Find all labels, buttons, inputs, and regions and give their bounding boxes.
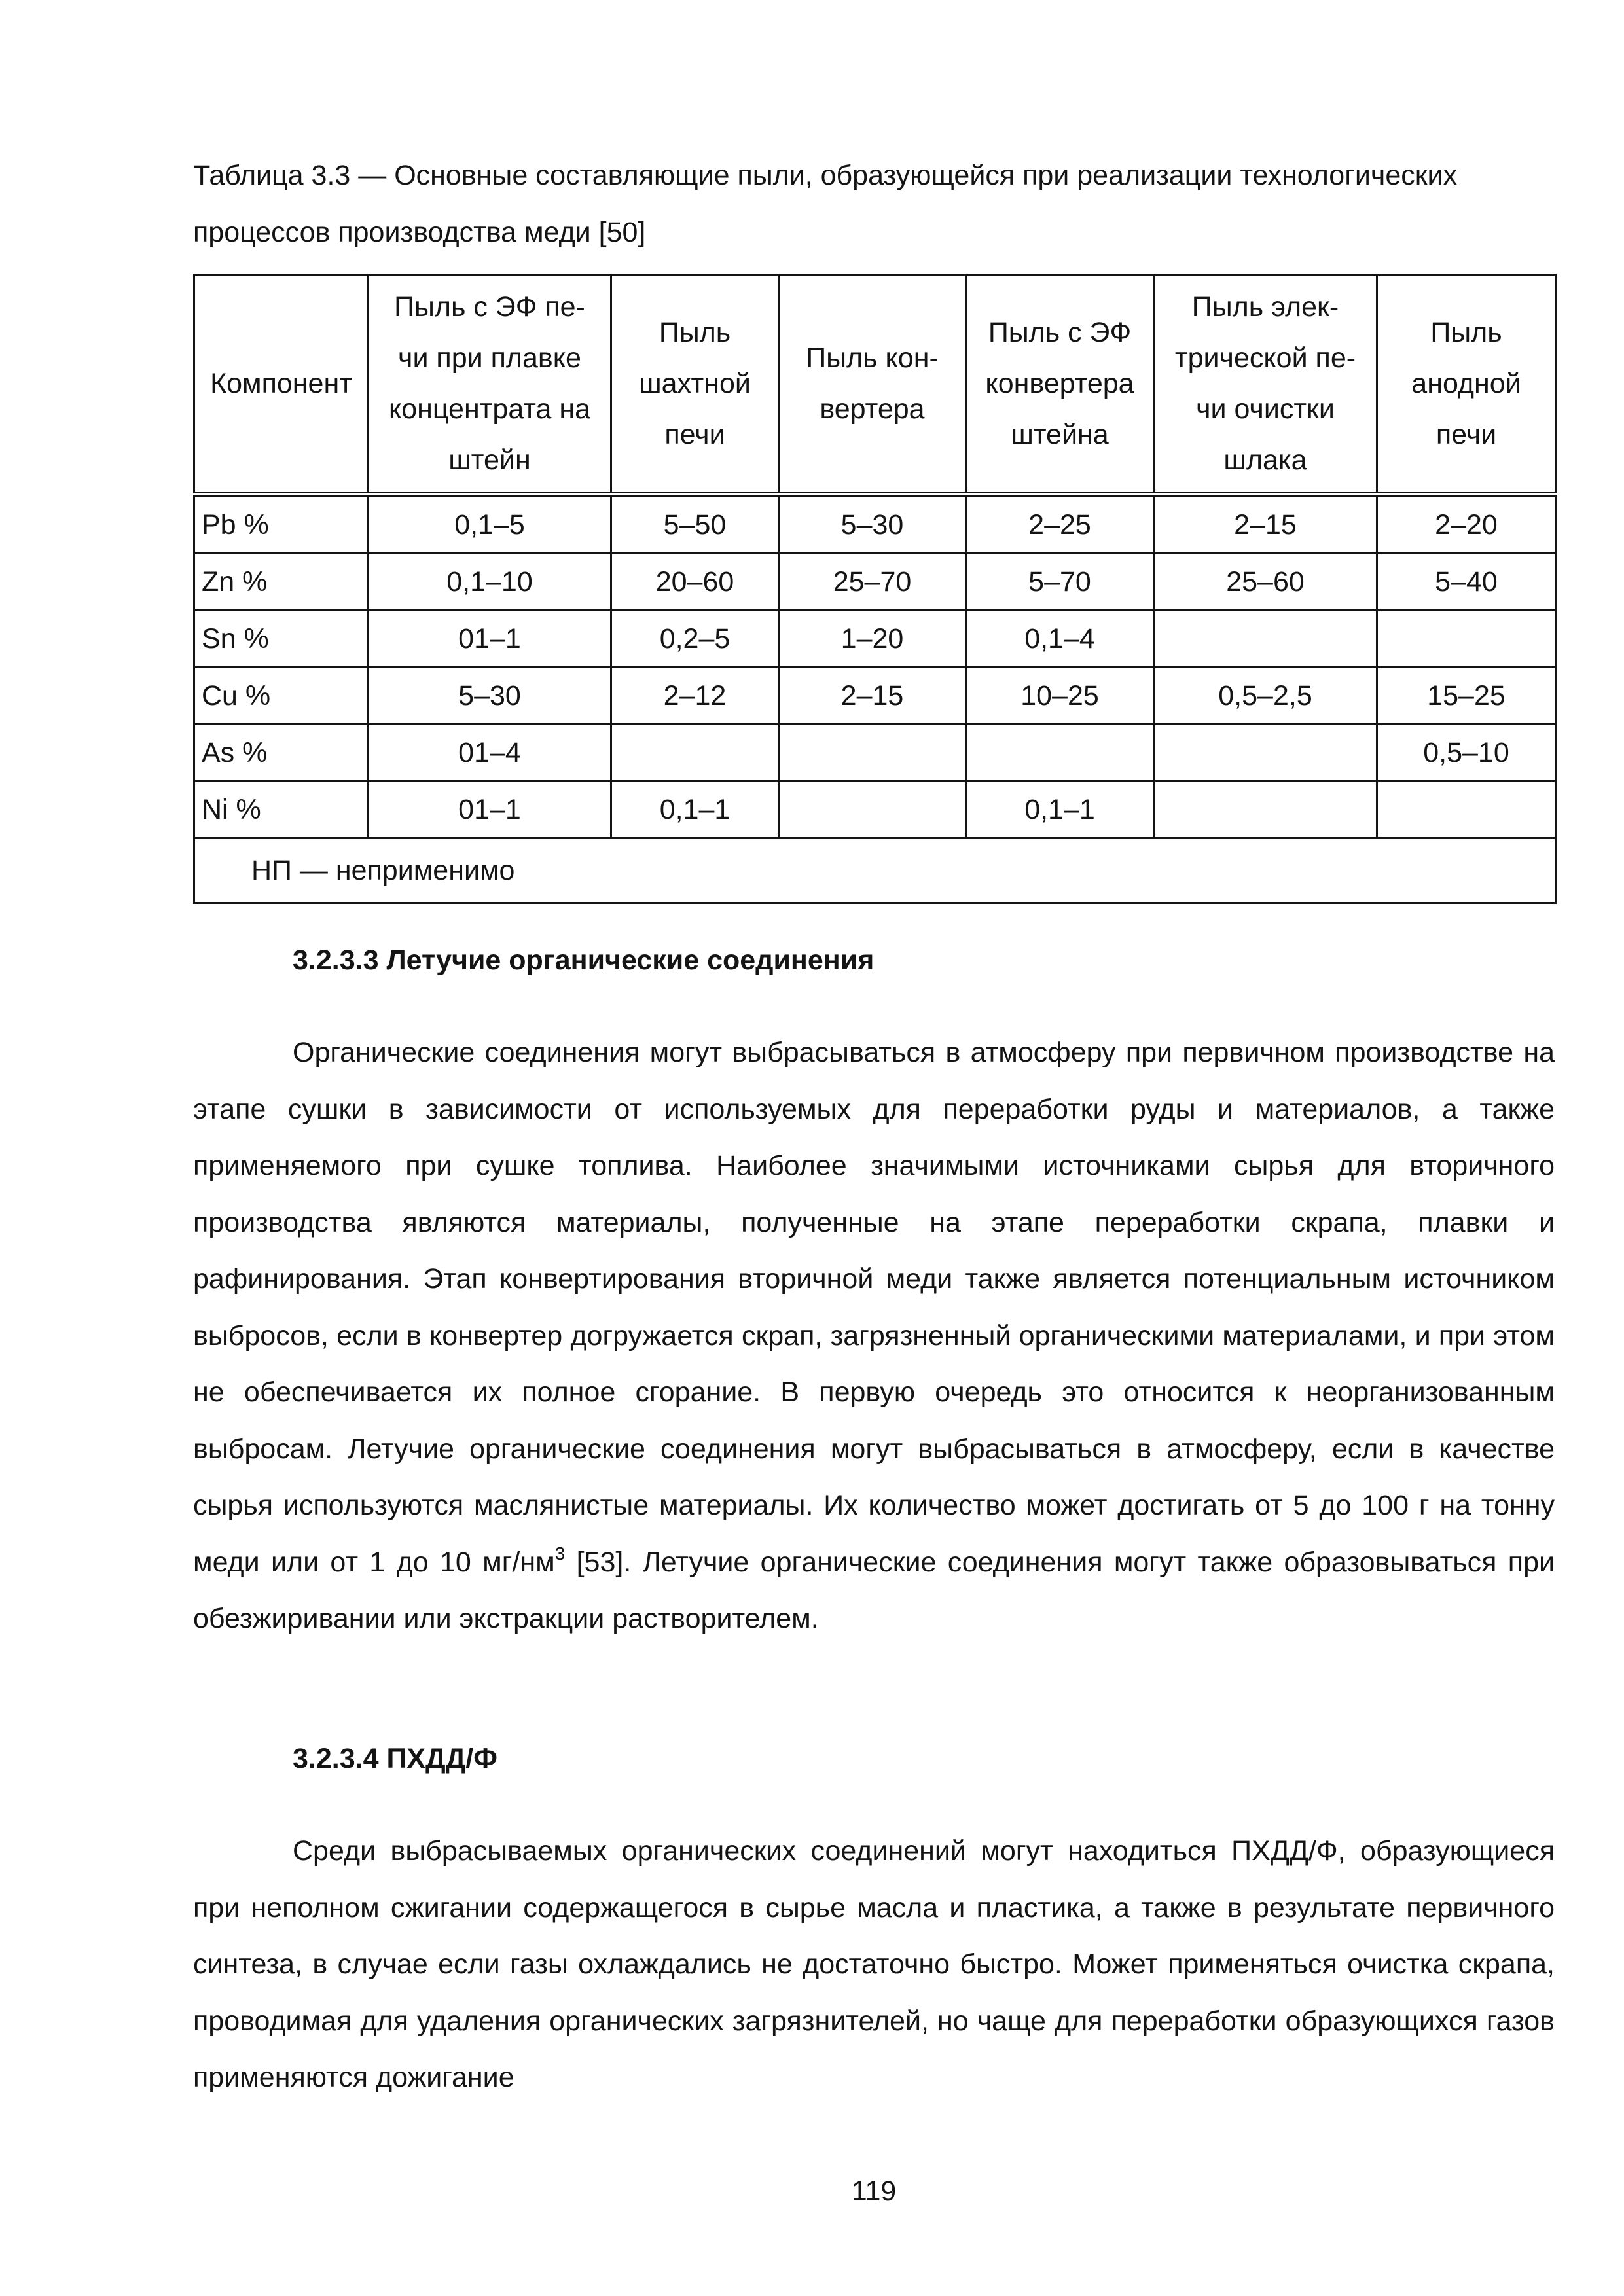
value-cell: [611, 725, 779, 781]
value-cell: [1154, 725, 1377, 781]
paragraph-voc-text: Органические соединения могут выбрасываться в атмосферу при первичном производстве на этапе сушки в зависимости от используемых для переработки руды и материалов, а также применяемого при сушке топлива. Наиболее значимыми источниками сырья для вторичного производства являются материалы, полученные на этапе переработки скрапа, плавки и рафинирования. Этап конвертирования вторичной меди также является потенциальным источником выбросов, если в конвертер догружается скрап, загрязненный органическими материалами, и при этом не обеспечивается их полное сгорание. В первую очередь это относится к неорганизованным выбросам. Летучие органические соединения могут выбрасываться в атмосферу, если в качестве сырья используются маслянистые материалы. Их количество может достигать от 5 до 100 г на тонну меди или от 1 до 10 мг/нм: [193, 1037, 1555, 1578]
column-header-line: шахтной: [639, 368, 751, 399]
value-cell: 2–20: [1377, 495, 1556, 554]
column-header-line: Пыль элек-: [1191, 291, 1339, 323]
component-cell: Ni %: [194, 781, 369, 838]
document-page: [193, 0, 1555, 2296]
page-number: 119: [851, 2176, 897, 2207]
value-cell: 0,5–2,5: [1154, 668, 1377, 725]
value-cell: 1–20: [779, 611, 966, 668]
value-cell: [1377, 781, 1556, 838]
column-header-line: Пыль: [659, 317, 731, 348]
value-cell: 01–4: [369, 725, 611, 781]
component-cell: As %: [194, 725, 369, 781]
value-cell: [966, 725, 1154, 781]
column-header-line: Пыль кон-: [806, 342, 939, 374]
value-cell: 5–40: [1377, 554, 1556, 611]
column-header-line: концентрата на: [388, 393, 591, 425]
table-caption: Таблица 3.3 — Основные составляющие пыли, образующейся при реализации технологических процессов производства меди [50]: [193, 160, 1458, 248]
column-header: [611, 275, 779, 495]
section-heading-pcdd: 3.2.3.4 ПХДД/Ф: [293, 1743, 497, 1774]
value-cell: 2–12: [611, 668, 779, 725]
value-cell: 20–60: [611, 554, 779, 611]
table-header-row: [194, 275, 1556, 495]
table-row: [194, 554, 1556, 611]
paragraph-pcdd: Среди выбрасываемых органических соединений могут находиться ПХДД/Ф, образующиеся при неполном сжигании содержащегося в сырье масла и пластика, а также в результате первичного синтеза, в случае если газы охлаждались не достаточно быстро. Может применяться очистка скрапа, проводимая для удаления органических загрязнителей, но чаще для переработки образующихся газов применяются дожигание: [193, 1835, 1555, 2093]
table-note: НП — неприменимо: [194, 838, 1556, 903]
value-cell: 5–50: [611, 495, 779, 554]
column-header-line: шлака: [1223, 444, 1307, 476]
column-header-line: печи: [1435, 419, 1497, 450]
value-cell: 01–1: [369, 781, 611, 838]
column-header-line: Компонент: [210, 368, 352, 399]
value-cell: 01–1: [369, 611, 611, 668]
value-cell: 0,2–5: [611, 611, 779, 668]
column-header-line: чи очистки: [1196, 393, 1335, 425]
value-cell: 2–25: [966, 495, 1154, 554]
component-cell: Cu %: [194, 668, 369, 725]
table-row: [194, 668, 1556, 725]
value-cell: 15–25: [1377, 668, 1556, 725]
value-cell: [779, 725, 966, 781]
value-cell: 2–15: [1154, 495, 1377, 554]
column-header: [779, 275, 966, 495]
superscript-3: 3: [554, 1543, 566, 1564]
table-row: [194, 725, 1556, 781]
column-header-line: печи: [664, 419, 725, 450]
component-cell: Pb %: [194, 495, 369, 554]
value-cell: 2–15: [779, 668, 966, 725]
column-header-line: трической пе-: [1174, 342, 1356, 374]
column-header: [194, 275, 369, 495]
dust-composition-table: [193, 274, 1557, 904]
column-header-line: штейн: [448, 444, 531, 476]
column-header-line: чи при плавке: [398, 342, 581, 374]
value-cell: 10–25: [966, 668, 1154, 725]
column-header-line: Пыль с ЭФ: [988, 317, 1132, 348]
value-cell: 0,1–4: [966, 611, 1154, 668]
column-header-line: вертера: [820, 393, 925, 425]
value-cell: 25–70: [779, 554, 966, 611]
column-header-line: Пыль: [1430, 317, 1502, 348]
value-cell: 5–30: [369, 668, 611, 725]
component-cell: Zn %: [194, 554, 369, 611]
value-cell: 0,1–1: [966, 781, 1154, 838]
column-header-line: Пыль с ЭФ пе-: [394, 291, 585, 323]
column-header-line: анодной: [1411, 368, 1521, 399]
value-cell: 25–60: [1154, 554, 1377, 611]
value-cell: 5–30: [779, 495, 966, 554]
table-row: [194, 781, 1556, 838]
value-cell: 0,1–5: [369, 495, 611, 554]
column-header: [369, 275, 611, 495]
component-cell: Sn %: [194, 611, 369, 668]
section-heading-voc: 3.2.3.3 Летучие органические соединения: [293, 944, 875, 976]
paragraph-voc: [193, 1024, 1555, 1647]
table-row: [194, 611, 1556, 668]
value-cell: [1154, 611, 1377, 668]
table-note-row: [194, 838, 1556, 903]
value-cell: 5–70: [966, 554, 1154, 611]
column-header: [1377, 275, 1556, 495]
column-header-line: штейна: [1011, 419, 1109, 450]
value-cell: 0,5–10: [1377, 725, 1556, 781]
value-cell: 0,1–10: [369, 554, 611, 611]
value-cell: [1154, 781, 1377, 838]
value-cell: 0,1–1: [611, 781, 779, 838]
table-row: [194, 495, 1556, 554]
column-header: [1154, 275, 1377, 495]
paragraph-voc-text-end: [53]. Летучие органические соединения могут также образовываться при обезжиривании или экстракции растворителем.: [193, 1546, 1555, 1634]
column-header: [966, 275, 1154, 495]
column-header-line: конвертера: [985, 368, 1134, 399]
table-body: [194, 495, 1556, 903]
value-cell: [779, 781, 966, 838]
value-cell: [1377, 611, 1556, 668]
